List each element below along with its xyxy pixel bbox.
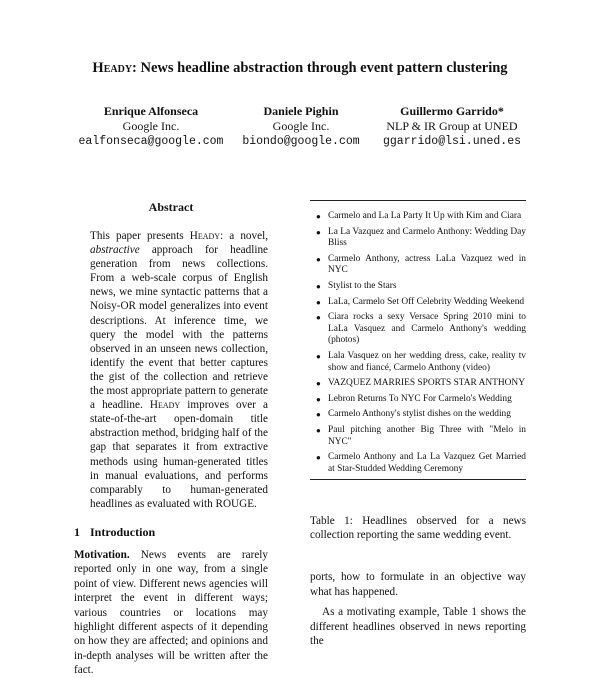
author-email: ealfonseca@google.com [78, 135, 224, 148]
headline-text: LaLa, Carmelo Set Off Celebrity Wedding Weekend [328, 296, 525, 307]
author-email: ggarrido@lsi.uned.es [382, 135, 522, 148]
headline-item [314, 227, 526, 250]
bullet-icon: ● [316, 227, 321, 237]
author-2 [232, 104, 370, 149]
author-affiliation: NLP & IR Group at UNED [386, 119, 518, 133]
abstract-part: This paper presents [90, 230, 190, 242]
abstract-emphasis: abstractive [90, 244, 140, 257]
abstract-part: approach for headline generation from news collections. From a web-scale corpus of English news, we mine syntactic patterns that a Noisy-OR model generalizes into event descriptions. At inference time, we query the model with the patterns observed in an unseen news collection, identify the event that better captures the gist of the collection and retrieve the most appropriate pattern to generate a headline. [90, 244, 268, 412]
headline-text: Carmelo Anthony, actress LaLa Vazquez wed in NYC [328, 253, 526, 276]
author-3 [372, 104, 532, 149]
headline-item [314, 394, 526, 406]
headline-item [314, 211, 526, 223]
bullet-icon: ● [316, 453, 321, 463]
table-top-rule [310, 200, 526, 201]
headline-text: Stylist to the Stars [328, 280, 397, 291]
bullet-icon: ● [316, 379, 321, 389]
abstract-part: improves over a state-of-the-art open-domain title abstraction method, bridging half of the gap that separates it from extractive methods using human-generated titles in manual evaluations, and performs comparably to human-generated headlines as evaluated with ROUGE. [90, 399, 268, 510]
author-name: Enrique Alfonseca [103, 104, 199, 118]
headline-item [314, 409, 526, 421]
author-affiliation: Google Inc. [272, 119, 330, 133]
section-title: Introduction [90, 524, 156, 539]
right-paragraph: ports, how to formulate in an objective way what has happened. [310, 571, 526, 598]
headline-text: Carmelo and La La Party It Up with Kim and Ciara [328, 211, 522, 221]
bullet-icon: ● [316, 212, 321, 221]
author-affiliation: Google Inc. [122, 119, 180, 133]
headline-item [314, 297, 526, 309]
headline-item [314, 312, 526, 347]
left-column [74, 200, 268, 678]
paragraph-label: Motivation. [74, 548, 130, 561]
bullet-icon: ● [316, 351, 321, 361]
author-1 [70, 104, 232, 149]
abstract-system-name: Heady [189, 230, 221, 242]
headline-item [314, 452, 526, 475]
right-column [310, 200, 526, 649]
section-number: 1 [74, 524, 80, 539]
paper-title [0, 60, 600, 77]
headline-text: Carmelo Anthony's stylist dishes on the wedding [328, 409, 511, 420]
abstract-part: : a novel, [220, 230, 268, 242]
bullet-icon: ● [316, 254, 321, 264]
abstract-text [74, 229, 268, 511]
table-caption: Table 1: Headlines observed for a news collection reporting the same wedding event. [310, 515, 526, 542]
introduction-text [74, 548, 268, 678]
intro-body: News events are rarely reported only in one way, from a single point of view. Different news agencies will interpret the event in different ways; various countries or locations may highlight different aspects of it depending on how they are affected; and opinions and in-depth analyses will be written after the fact. [74, 548, 268, 677]
headline-text: La La Vazquez and Carmelo Anthony: Wedding Day Bliss [328, 226, 526, 249]
headline-text: VAZQUEZ MARRIES SPORTS STAR ANTHONY [328, 378, 525, 389]
headline-item [314, 378, 526, 390]
author-email: biondo@google.com [242, 135, 360, 148]
bullet-icon: ● [316, 410, 321, 420]
right-paragraph: As a motivating example, Table 1 shows the different headlines observed in news reporting the [310, 606, 526, 648]
author-name: Guillermo Garrido* [400, 104, 504, 118]
section-heading-introduction [74, 525, 268, 540]
bullet-icon: ● [316, 313, 321, 323]
bullet-icon: ● [316, 425, 321, 435]
title-system-name: Heady [92, 60, 133, 76]
headline-item [314, 425, 526, 448]
bullet-icon: ● [316, 281, 321, 291]
bullet-icon: ● [316, 297, 321, 307]
headline-item [314, 254, 526, 277]
headline-text: Lebron Returns To NYC For Carmelo's Wedding [328, 393, 512, 404]
headline-text: Paul pitching another Big Three with "Melo in NYC" [328, 424, 526, 447]
abstract-heading: Abstract [148, 200, 194, 214]
title-rest: : News headline abstraction through event pattern clustering [132, 60, 508, 76]
author-name: Daniele Pighin [263, 104, 339, 118]
bullet-icon: ● [316, 394, 321, 404]
abstract-system-name: Heady [149, 399, 181, 412]
headline-item [314, 351, 526, 374]
headline-text: Carmelo Anthony and La La Vazquez Get Married at Star-Studded Wedding Ceremony [328, 452, 526, 474]
headline-text: Lala Vasquez on her wedding dress, cake, reality tv show and fiancé, Carmelo Anthony (video) [328, 350, 526, 373]
headline-list [310, 211, 526, 475]
headline-text: Ciara rocks a sexy Versace Spring 2010 mini to LaLa Vasquez and Carmelo Anthony's wedding (photos) [328, 312, 526, 346]
table-bottom-rule [310, 479, 526, 480]
headline-item [314, 281, 526, 293]
